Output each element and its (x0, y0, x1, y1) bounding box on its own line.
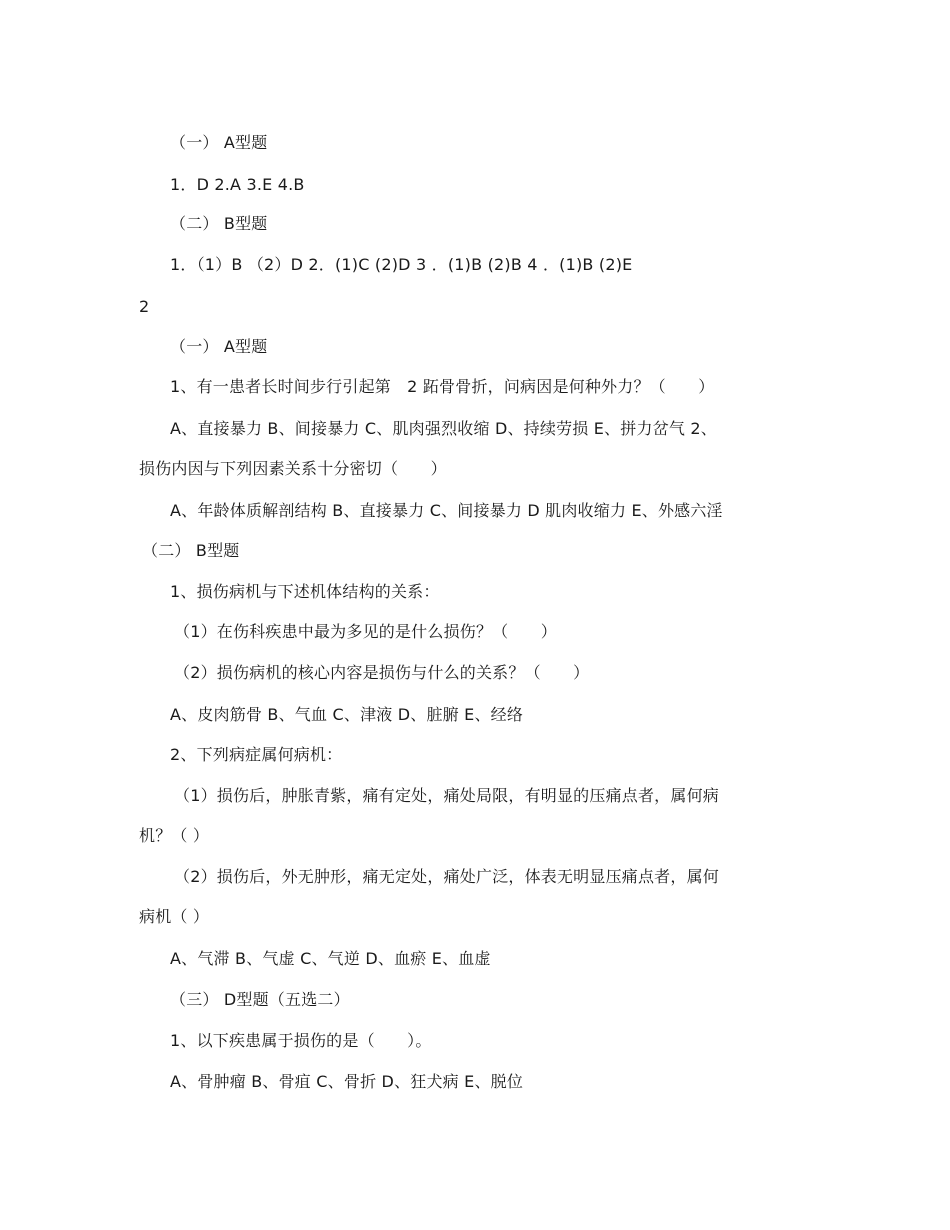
section-heading-b-type-answers: （二） B型题 (170, 214, 268, 233)
section-heading-b-type: （二） B型题 (142, 541, 240, 560)
question-d1: 1、以下疾患属于损伤的是（ ）。 (170, 1031, 432, 1050)
question-b1-options: A、皮肉筋骨 B、气血 C、津液 D、脏腑 E、经络 (170, 705, 524, 724)
section-heading-a-type: （一） A型题 (170, 337, 268, 356)
answer-line-b: 1．（1）B （2）D 2．(1)C (2)D 3 ．(1)B (2)B 4 ．(1)B (2)E (170, 255, 633, 274)
question-b2-sub2: （2）损伤后，外无肿形，痛无定处，痛处广泛，体表无明显压痛点者，属何 (174, 867, 719, 886)
question-a2-options: A、年龄体质解剖结构 B、直接暴力 C、间接暴力 D 肌肉收缩力 E、外感六淫 (170, 501, 723, 520)
answer-line-a: 1．D 2.A 3.E 4.B (170, 175, 305, 194)
question-b2-sub1-cont: 机？（ ） (139, 826, 210, 845)
question-b2-sub1: （1）损伤后，肿胀青紫，痛有定处，痛处局限，有明显的压痛点者，属何病 (174, 786, 719, 805)
question-b1: 1、损伤病机与下述机体结构的关系： (170, 582, 440, 601)
question-b2: 2、下列病症属何病机： (170, 745, 343, 764)
question-d1-options: A、骨肿瘤 B、骨疽 C、骨折 D、狂犬病 E、脱位 (170, 1072, 524, 1091)
question-b1-sub1: （1）在伤科疾患中最为多见的是什么损伤？（ ） (174, 622, 557, 641)
question-b1-sub2: （2）损伤病机的核心内容是损伤与什么的关系？（ ） (174, 663, 590, 682)
chapter-number: 2 (139, 297, 150, 316)
question-a1-options: A、直接暴力 B、间接暴力 C、肌肉强烈收缩 D、持续劳损 E、拼力岔气 2、 (170, 419, 717, 438)
question-a2: 损伤内因与下列因素关系十分密切（ ） (139, 459, 447, 478)
section-heading-d-type: （三） D型题（五选二） (170, 990, 350, 1009)
question-a1: 1、有一患者长时间步行引起第 2 跖骨骨折，问病因是何种外力？（ ） (170, 377, 715, 396)
section-heading-a-type-answers: （一） A型题 (170, 133, 268, 152)
question-b2-options: A、气滞 B、气虚 C、气逆 D、血瘀 E、血虚 (170, 949, 491, 968)
question-b2-sub2-cont: 病机（ ） (139, 907, 210, 926)
